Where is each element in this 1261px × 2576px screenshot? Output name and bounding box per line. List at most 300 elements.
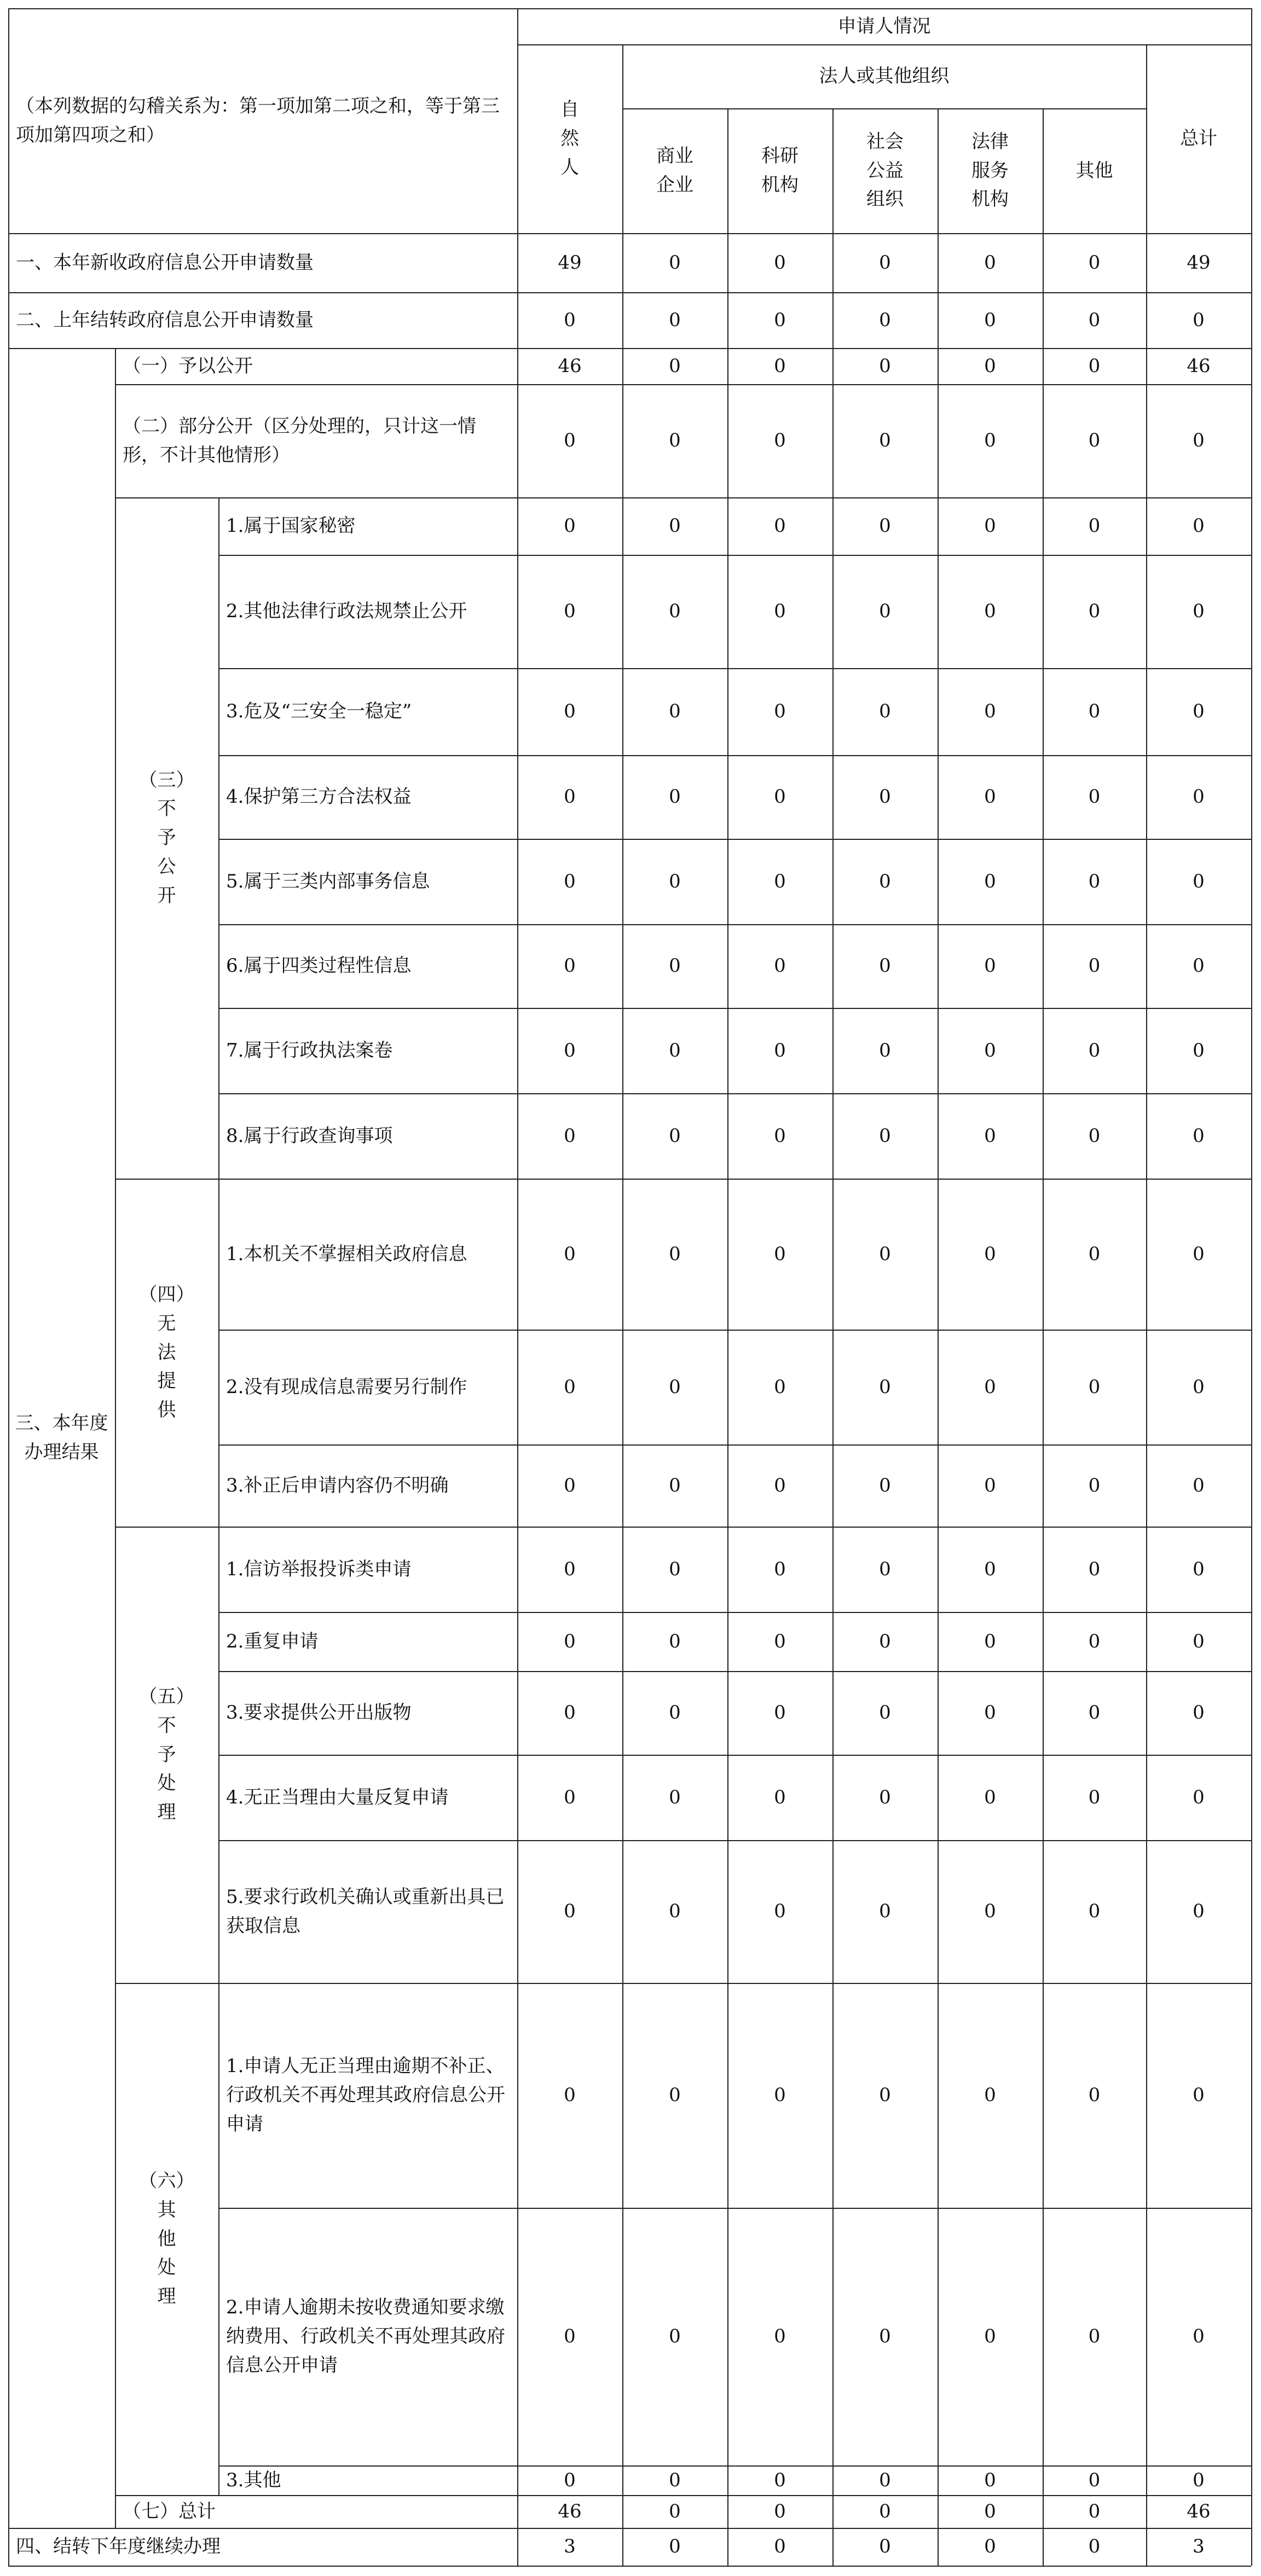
row-23-value-2-text: 0 [774,2500,786,2522]
row-20-value-0 [517,1983,622,2208]
row-3-value-2 [727,384,832,497]
row-4-value-5 [1043,497,1146,555]
row-5-value-3-text: 0 [879,600,891,623]
row-12-value-1-text: 0 [669,1243,681,1265]
row-19-value-4-text: 0 [984,1900,996,1923]
row-20-value-6 [1146,1983,1251,2208]
row-3-value-4 [938,384,1043,497]
row-21-value-4-text: 0 [984,2325,996,2348]
row-15-value-3-text: 0 [879,1558,891,1580]
row-18-value-5 [1043,1755,1146,1840]
row-1-value-4 [938,292,1043,348]
header-subcol-3: 法律 服务 机构 [971,130,1009,211]
row-2-value-4 [938,348,1043,384]
row-16-value-1-text: 0 [669,1630,681,1652]
row-23-value-2 [727,2495,832,2528]
row-18-value-3-text: 0 [879,1786,891,1808]
row-19-value-2 [727,1840,832,1983]
row-13-value-1 [622,1330,727,1444]
row-2-value-1 [622,348,727,384]
row-12-value-4 [938,1179,1043,1330]
row-4-value-0 [517,497,622,555]
row-label-9 [218,924,517,1008]
row-label-15 [218,1527,517,1612]
row-0-value-2 [727,233,832,292]
header-subcol-2: 社会 公益 组织 [866,130,904,211]
row-2-value-3-text: 0 [879,355,891,377]
row-13-value-4-text: 0 [984,1376,996,1398]
row-3-value-5-text: 0 [1088,430,1101,452]
row-10-value-0-text: 0 [564,1039,576,1061]
row-label-6-text: 3.危及“三安全一稳定” [226,700,412,723]
row-23-value-3 [832,2495,938,2528]
row-9-value-2 [727,924,832,1008]
row-18-value-4 [938,1755,1043,1840]
row-16-value-5 [1043,1612,1146,1671]
row-1-value-2 [727,292,832,348]
row-16-value-6 [1146,1612,1251,1671]
row-0-value-0-text: 49 [558,251,582,274]
row-22-value-4-text: 0 [984,2469,996,2491]
header-natural-person: 自 然 人 [560,98,579,178]
row-18-value-4-text: 0 [984,1786,996,1808]
row-14-value-1 [622,1444,727,1527]
row-14-value-3-text: 0 [879,1474,891,1496]
row-10-value-4 [938,1008,1043,1093]
row-19-value-5-text: 0 [1088,1900,1101,1923]
row-15-value-0-text: 0 [564,1558,576,1580]
row-12-value-4-text: 0 [984,1243,996,1265]
row-label-21 [218,2208,517,2465]
row-8-value-2 [727,839,832,924]
row-label-16-text: 2.重复申请 [226,1630,319,1652]
row-6-value-2 [727,668,832,755]
header-applicant-situation [517,8,1251,44]
row-22-value-3 [832,2465,938,2495]
row-14-value-4-text: 0 [984,1474,996,1496]
row-20-value-6-text: 0 [1193,2084,1205,2107]
row-6-value-5 [1043,668,1146,755]
row-label-8-text: 5.属于三类内部事务信息 [226,870,430,892]
row-18-value-1-text: 0 [669,1786,681,1808]
row-15-value-1 [622,1527,727,1612]
row-5-value-4 [938,555,1043,668]
row-label-2-text: （一）予以公开 [123,355,253,377]
row-24-value-3-text: 0 [879,2536,891,2558]
row-16-value-1 [622,1612,727,1671]
row-23-value-5-text: 0 [1088,2500,1101,2522]
row-22-value-1 [622,2465,727,2495]
row-15-value-2 [727,1527,832,1612]
row-22-value-1-text: 0 [669,2469,681,2491]
row-17-value-6 [1146,1671,1251,1755]
row-19-value-3-text: 0 [879,1900,891,1923]
row-9-value-4 [938,924,1043,1008]
row-19-value-5 [1043,1840,1146,1983]
row-22-value-0 [517,2465,622,2495]
row-0-value-6 [1146,233,1251,292]
row-21-value-5 [1043,2208,1146,2465]
row-15-value-0 [517,1527,622,1612]
row-11-value-5-text: 0 [1088,1124,1101,1147]
row-23-value-1 [622,2495,727,2528]
row-12-value-3-text: 0 [879,1243,891,1265]
row-4-value-5-text: 0 [1088,515,1101,537]
row-9-value-1 [622,924,727,1008]
row-22-value-5 [1043,2465,1146,2495]
row-17-value-4 [938,1671,1043,1755]
row-11-value-3-text: 0 [879,1124,891,1147]
row-11-value-0 [517,1093,622,1179]
row-15-value-4-text: 0 [984,1558,996,1580]
row-1-value-0 [517,292,622,348]
row-label-24-text: 四、结转下年度继续办理 [16,2536,221,2558]
header-legal-group-text: 法人或其他组织 [819,65,950,88]
row-3-value-1 [622,384,727,497]
row-16-value-4-text: 0 [984,1630,996,1652]
row-10-value-0 [517,1008,622,1093]
row-13-value-5 [1043,1330,1146,1444]
row-2-value-4-text: 0 [984,355,996,377]
row-label-14-text: 3.补正后申请内容仍不明确 [226,1474,449,1496]
row-1-value-2-text: 0 [774,309,786,331]
row-18-value-2-text: 0 [774,1786,786,1808]
row-5-value-0 [517,555,622,668]
row-label-22 [218,2465,517,2495]
row-5-value-5 [1043,555,1146,668]
row-8-value-0 [517,839,622,924]
row-8-value-3 [832,839,938,924]
group-not-processed: （五） 不 予 处 理 [138,1686,195,1824]
row-label-9-text: 6.属于四类过程性信息 [226,955,412,977]
row-11-value-0-text: 0 [564,1124,576,1147]
row-label-5 [218,555,517,668]
row-7-value-0 [517,755,622,839]
row-10-value-6-text: 0 [1193,1039,1205,1061]
row-label-21-text: 2.申请人逾期未按收费通知要求缴纳费用、行政机关不再处理其政府信息公开申请 [226,2296,505,2376]
row-21-value-2 [727,2208,832,2465]
row-14-value-3 [832,1444,938,1527]
row-1-value-3-text: 0 [879,309,891,331]
row-9-value-0-text: 0 [564,955,576,977]
row-2-value-0 [517,348,622,384]
row-7-value-1-text: 0 [669,786,681,808]
row-6-value-2-text: 0 [774,700,786,723]
row-1-value-0-text: 0 [564,309,576,331]
row-1-value-5-text: 0 [1088,309,1101,331]
row-6-value-1 [622,668,727,755]
row-1-value-4-text: 0 [984,309,996,331]
row-0-value-2-text: 0 [774,251,786,274]
row-label-24 [8,2528,517,2566]
row-20-value-2 [727,1983,832,2208]
row-label-13-text: 2.没有现成信息需要另行制作 [226,1376,467,1398]
row-3-value-6 [1146,384,1251,497]
row-21-value-1 [622,2208,727,2465]
row-10-value-6 [1146,1008,1251,1093]
row-8-value-6-text: 0 [1193,870,1205,892]
row-14-value-5 [1043,1444,1146,1527]
row-3-value-5 [1043,384,1146,497]
row-14-value-1-text: 0 [669,1474,681,1496]
row-0-value-3-text: 0 [879,251,891,274]
row-label-5-text: 2.其他法律行政法规禁止公开 [226,600,467,623]
row-15-value-4 [938,1527,1043,1612]
header-subcol-4: 其他 [1075,159,1113,182]
row-6-value-4 [938,668,1043,755]
row-11-value-2-text: 0 [774,1124,786,1147]
row-9-value-3 [832,924,938,1008]
row-19-value-1 [622,1840,727,1983]
row-4-value-1-text: 0 [669,515,681,537]
row-13-value-6-text: 0 [1193,1376,1205,1398]
row-22-value-5-text: 0 [1088,2469,1101,2491]
row-label-10 [218,1008,517,1093]
row-22-value-0-text: 0 [564,2469,576,2491]
row-8-value-1-text: 0 [669,870,681,892]
row-0-value-4 [938,233,1043,292]
row-8-value-0-text: 0 [564,870,576,892]
row-label-4-text: 1.属于国家秘密 [226,515,356,537]
row-21-value-4 [938,2208,1043,2465]
row-6-value-0-text: 0 [564,700,576,723]
group-section3-text: 三、本年度办理结果 [15,1412,108,1463]
row-2-value-2 [727,348,832,384]
row-8-value-5-text: 0 [1088,870,1101,892]
row-6-value-4-text: 0 [984,700,996,723]
row-14-value-0 [517,1444,622,1527]
row-9-value-2-text: 0 [774,955,786,977]
row-11-value-3 [832,1093,938,1179]
row-10-value-5 [1043,1008,1146,1093]
row-label-20-text: 1.申请人无正当理由逾期不补正、行政机关不再处理其政府信息公开申请 [226,2055,505,2135]
row-1-value-1-text: 0 [669,309,681,331]
row-21-value-6 [1146,2208,1251,2465]
row-18-value-0-text: 0 [564,1786,576,1808]
row-7-value-3 [832,755,938,839]
row-20-value-5 [1043,1983,1146,2208]
row-18-value-5-text: 0 [1088,1786,1101,1808]
row-11-value-6 [1146,1093,1251,1179]
header-total-text: 总计 [1180,127,1217,150]
row-17-value-6-text: 0 [1193,1702,1205,1724]
row-24-value-3 [832,2528,938,2566]
row-7-value-4 [938,755,1043,839]
row-3-value-1-text: 0 [669,430,681,452]
row-9-value-5-text: 0 [1088,955,1101,977]
row-6-value-6 [1146,668,1251,755]
row-2-value-1-text: 0 [669,355,681,377]
row-19-value-3 [832,1840,938,1983]
row-8-value-5 [1043,839,1146,924]
row-4-value-3-text: 0 [879,515,891,537]
row-13-value-0 [517,1330,622,1444]
row-3-value-4-text: 0 [984,430,996,452]
row-2-value-3 [832,348,938,384]
row-11-value-4 [938,1093,1043,1179]
row-12-value-6-text: 0 [1193,1243,1205,1265]
row-6-value-3-text: 0 [879,700,891,723]
row-8-value-4 [938,839,1043,924]
row-5-value-3 [832,555,938,668]
row-10-value-3-text: 0 [879,1039,891,1061]
row-15-value-1-text: 0 [669,1558,681,1580]
row-17-value-5 [1043,1671,1146,1755]
row-8-value-6 [1146,839,1251,924]
row-9-value-4-text: 0 [984,955,996,977]
row-13-value-4 [938,1330,1043,1444]
row-21-value-6-text: 0 [1193,2325,1205,2348]
row-label-19-text: 5.要求行政机关确认或重新出具已获取信息 [226,1885,505,1937]
row-24-value-1-text: 0 [669,2536,681,2558]
row-12-value-1 [622,1179,727,1330]
row-24-value-0 [517,2528,622,2566]
row-18-value-1 [622,1755,727,1840]
row-0-value-0 [517,233,622,292]
row-4-value-2 [727,497,832,555]
row-9-value-1-text: 0 [669,955,681,977]
row-19-value-6 [1146,1840,1251,1983]
row-22-value-6 [1146,2465,1251,2495]
row-18-value-3 [832,1755,938,1840]
row-label-0 [8,233,517,292]
row-2-value-5 [1043,348,1146,384]
row-24-value-4 [938,2528,1043,2566]
row-18-value-6-text: 0 [1193,1786,1205,1808]
row-7-value-6-text: 0 [1193,786,1205,808]
row-label-17-text: 3.要求提供公开出版物 [226,1702,412,1724]
row-3-value-0 [517,384,622,497]
row-20-value-1 [622,1983,727,2208]
row-11-value-4-text: 0 [984,1124,996,1147]
row-8-value-4-text: 0 [984,870,996,892]
row-15-value-5-text: 0 [1088,1558,1101,1580]
row-0-value-3 [832,233,938,292]
row-0-value-1 [622,233,727,292]
row-17-value-1-text: 0 [669,1702,681,1724]
row-label-11 [218,1093,517,1179]
row-4-value-4 [938,497,1043,555]
header-subcol-0: 商业 企业 [656,145,693,196]
row-19-value-4 [938,1840,1043,1983]
row-label-13 [218,1330,517,1444]
row-4-value-6 [1146,497,1251,555]
row-11-value-2 [727,1093,832,1179]
row-23-value-0-text: 46 [558,2500,582,2522]
row-13-value-5-text: 0 [1088,1376,1101,1398]
row-5-value-1 [622,555,727,668]
row-6-value-0 [517,668,622,755]
row-10-value-2-text: 0 [774,1039,786,1061]
row-2-value-0-text: 46 [558,355,582,377]
row-16-value-4 [938,1612,1043,1671]
row-label-12 [218,1179,517,1330]
row-20-value-4-text: 0 [984,2084,996,2107]
row-22-value-2-text: 0 [774,2469,786,2491]
row-19-value-6-text: 0 [1193,1900,1205,1923]
row-1-value-1 [622,292,727,348]
header-note [8,8,517,233]
row-19-value-2-text: 0 [774,1900,786,1923]
row-24-value-1 [622,2528,727,2566]
row-6-value-1-text: 0 [669,700,681,723]
row-label-11-text: 8.属于行政查询事项 [226,1124,393,1147]
row-label-7 [218,755,517,839]
row-23-value-3-text: 0 [879,2500,891,2522]
row-7-value-4-text: 0 [984,786,996,808]
row-6-value-3 [832,668,938,755]
row-24-value-5-text: 0 [1088,2536,1101,2558]
row-4-value-3 [832,497,938,555]
row-21-value-1-text: 0 [669,2325,681,2348]
row-4-value-1 [622,497,727,555]
row-16-value-6-text: 0 [1193,1630,1205,1652]
row-10-value-2 [727,1008,832,1093]
row-12-value-2-text: 0 [774,1243,786,1265]
row-18-value-2 [727,1755,832,1840]
row-14-value-0-text: 0 [564,1474,576,1496]
row-15-value-5 [1043,1527,1146,1612]
row-19-value-1-text: 0 [669,1900,681,1923]
row-22-value-6-text: 0 [1193,2469,1205,2491]
row-5-value-0-text: 0 [564,600,576,623]
header-subcol-1: 科研 机构 [761,145,799,196]
row-0-value-4-text: 0 [984,251,996,274]
row-4-value-0-text: 0 [564,515,576,537]
row-16-value-2 [727,1612,832,1671]
row-5-value-1-text: 0 [669,600,681,623]
row-24-value-0-text: 3 [564,2536,576,2558]
row-12-value-0-text: 0 [564,1243,576,1265]
row-14-value-4 [938,1444,1043,1527]
row-13-value-6 [1146,1330,1251,1444]
row-23-value-4 [938,2495,1043,2528]
row-23-value-6 [1146,2495,1251,2528]
row-3-value-6-text: 0 [1193,430,1205,452]
row-17-value-2-text: 0 [774,1702,786,1724]
row-17-value-0 [517,1671,622,1755]
row-22-value-3-text: 0 [879,2469,891,2491]
row-12-value-3 [832,1179,938,1330]
row-label-14 [218,1444,517,1527]
row-5-value-2 [727,555,832,668]
row-6-value-5-text: 0 [1088,700,1101,723]
group-not-disclosed: （三） 不 予 公 开 [138,769,195,907]
row-24-value-5 [1043,2528,1146,2566]
row-1-value-5 [1043,292,1146,348]
row-label-6 [218,668,517,755]
row-2-value-6-text: 46 [1187,355,1211,377]
row-label-0-text: 一、本年新收政府信息公开申请数量 [16,251,314,274]
row-23-value-0 [517,2495,622,2528]
row-22-value-2 [727,2465,832,2495]
row-4-value-2-text: 0 [774,515,786,537]
row-13-value-0-text: 0 [564,1376,576,1398]
row-7-value-6 [1146,755,1251,839]
row-13-value-3 [832,1330,938,1444]
row-21-value-3-text: 0 [879,2325,891,2348]
row-12-value-5-text: 0 [1088,1243,1101,1265]
row-label-20 [218,1983,517,2208]
row-label-15-text: 1.信访举报投诉类申请 [226,1558,412,1580]
row-17-value-5-text: 0 [1088,1702,1101,1724]
row-14-value-2 [727,1444,832,1527]
row-16-value-0-text: 0 [564,1630,576,1652]
row-label-8 [218,839,517,924]
row-12-value-5 [1043,1179,1146,1330]
row-19-value-0-text: 0 [564,1900,576,1923]
row-22-value-4 [938,2465,1043,2495]
